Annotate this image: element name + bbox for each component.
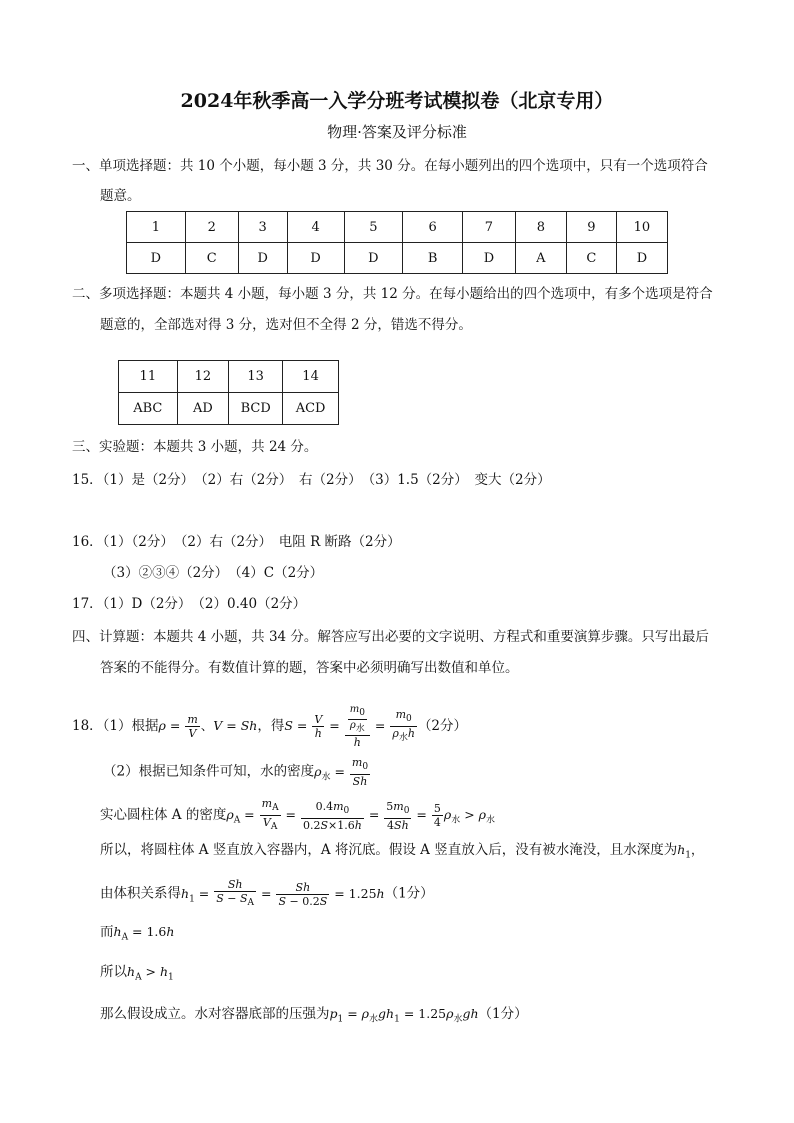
table-cell: 11 (119, 361, 178, 393)
q18-p5-text: 由体积关系得 (100, 885, 181, 902)
table-cell: 3 (238, 212, 287, 243)
table-cell: 14 (283, 361, 339, 393)
table-cell: D (344, 243, 403, 274)
q18-p5-score: （1分） (384, 885, 434, 902)
answer-q18-ha (100, 922, 174, 948)
section2-line1: 二、多项选择题：本题共 4 小题，每小题 3 分，共 12 分。在每小题给出的四个选项中，有多个选项是符合 (72, 286, 713, 302)
answer-q18-volume (100, 878, 434, 910)
table-row-numbers (127, 212, 668, 243)
h1-symbol: $h_1$， (677, 842, 704, 861)
density-formula: ρ = $\frac{m}{V}$ 、V = Sh (158, 713, 258, 740)
table-cell: 2 (185, 212, 238, 243)
table-row-answers (127, 243, 668, 274)
table-cell: ABC (119, 393, 178, 425)
water-density-formula: $\rho_水$ = $\frac{m_0}{Sh}$ (314, 756, 369, 789)
table-cell: BCD (229, 393, 283, 425)
table-cell: 1 (127, 212, 186, 243)
table-cell: D (127, 243, 186, 274)
table-cell: 10 (616, 212, 667, 243)
answer-q16-part2: （3）②③④（2分） （4）C（2分） (103, 565, 324, 581)
answer-q18-assumption (100, 840, 704, 866)
table-cell: A (515, 243, 566, 274)
table-cell: 12 (177, 361, 229, 393)
table-cell: 13 (229, 361, 283, 393)
q18-p7-text: 所以 (100, 964, 127, 980)
table-row-numbers (119, 361, 339, 393)
table-cell: AD (177, 393, 229, 425)
answer-q18-density-a (100, 797, 495, 834)
section4-line1: 四、计算题：本题共 4 小题，共 34 分。解答应写出必要的文字说明、方程式和重要演算步骤。只写出最后 (72, 629, 709, 645)
section1-answer-table (126, 211, 668, 274)
section3-heading: 三、实验题：本题共 3 小题，共 24 分。 (72, 439, 318, 455)
answer-q18-pressure (100, 1004, 528, 1030)
compare-formula: $h_A > h_1$ (127, 964, 174, 983)
ha-formula: $h_A = 1.6h$ (113, 924, 175, 943)
q18-score1: （2分） (417, 718, 468, 734)
density-a-formula: $\rho_A$ = $\frac{m_A}{V_A}$ = $\frac{0.4m_0}{0.2S\times 1.6h}$ = $\frac{5m_0}{4Sh}$ = $\frac{5}{4}$ $\rho_水 > \rho_水$ (226, 797, 496, 833)
section2-answer-table (118, 360, 339, 425)
answer-q18-compare (100, 962, 174, 988)
answer-q18-part1 (72, 704, 467, 749)
q18-get: ，得 (257, 718, 285, 734)
q18-p4-text: 所以，将圆柱体 A 竖直放入容器内，A 将沉底。假设 A 竖直放入后，没有被水淹没，且水深度为 (100, 842, 678, 858)
answer-q16-part1: 16．（1）（2分） （2）右（2分） 电阻 R 断路（2分） (72, 534, 401, 550)
page-subtitle: 物理·答案及评分标准 (327, 123, 467, 141)
section2-line2: 题意的，全部选对得 3 分，选对但不全得 2 分，错选不得分。 (100, 317, 472, 333)
q18-lead: 18．（1）根据 (72, 718, 159, 734)
section1-line2: 题意。 (100, 188, 141, 204)
section1-line1: 一、单项选择题：共 10 个小题，每小题 3 分，共 30 分。在每小题列出的四个选项中，只有一个选项符合 (72, 158, 708, 174)
table-cell: D (287, 243, 344, 274)
table-cell: 7 (462, 212, 515, 243)
pressure-formula: $p_1 = \rho_水gh_1 = 1.25\rho_水gh$ (329, 1006, 479, 1025)
q18-p6-text: 而 (100, 924, 114, 940)
answer-q15: 15．（1）是（2分） （2）右（2分） 右（2分） （3）1.5（2分） 变大（2分） (72, 472, 551, 488)
table-cell: 8 (515, 212, 566, 243)
table-cell: D (462, 243, 515, 274)
answer-q17: 17．（1）D（2分） （2）0.40（2分） (72, 596, 307, 612)
area-formula: S = $\frac{V}{h}$ = $\frac{\frac{m_0}{\rho_水}}{h}$ = $\frac{m_0}{\rho_水h}$ (284, 704, 415, 749)
q18-p8-text: 那么假设成立。水对容器底部的压强为 (100, 1006, 330, 1022)
table-cell: 5 (344, 212, 403, 243)
q18-p2-text: （2）根据已知条件可知，水的密度 (103, 763, 315, 780)
section4-line2: 答案的不能得分。有数值计算的题，答案中必须明确写出数值和单位。 (100, 660, 519, 676)
table-cell: C (566, 243, 616, 274)
table-cell: C (185, 243, 238, 274)
table-row-answers (119, 393, 339, 425)
q18-p3-text: 实心圆柱体 A 的密度 (100, 807, 227, 824)
table-cell: 9 (566, 212, 616, 243)
q18-p8-score: （1分） (478, 1006, 528, 1022)
table-cell: D (616, 243, 667, 274)
table-cell: D (238, 243, 287, 274)
answer-q18-part2 (103, 756, 371, 788)
volume-formula: $h_1$ = $\frac{Sh}{S - S_A}$ = $\frac{Sh}{S - 0.2S}$ = 1.25h (181, 878, 385, 909)
table-cell: 6 (403, 212, 463, 243)
table-cell: 4 (287, 212, 344, 243)
table-cell: ACD (283, 393, 339, 425)
table-cell: B (403, 243, 463, 274)
page-title: 2024年秋季高一入学分班考试模拟卷（北京专用） (180, 90, 614, 112)
